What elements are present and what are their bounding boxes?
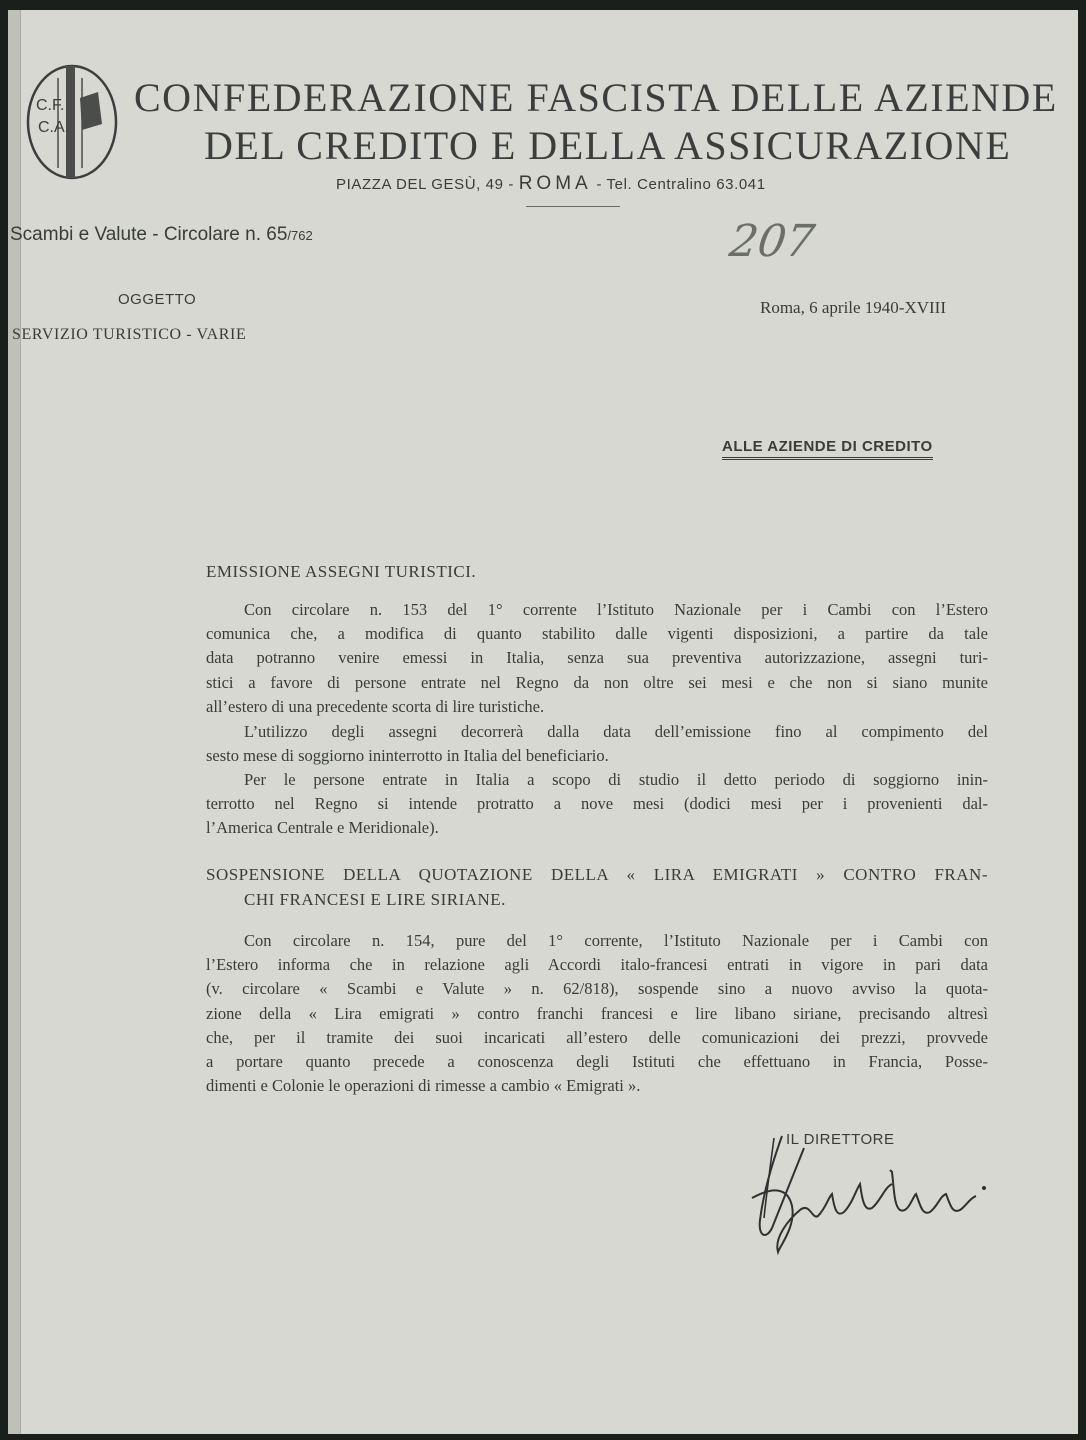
address-street: PIAZZA DEL GESÙ, 49 - [336,176,519,193]
section-1-paragraph-1 [206,598,988,719]
address-city: ROMA [518,173,592,194]
text-line: l’America Centrale e Meridionale). [206,818,439,838]
circular-reference-text: Scambi e Valute - Circolare n. 65 [10,224,288,245]
section-2-heading-line-2: CHI FRANCESI E LIRE SIRIANE. [244,890,506,909]
text-line: dimenti e Colonie le operazioni di rimesse a cambio « Emigrati ». [206,1076,641,1096]
text-line: che, per il tramite dei suoi incaricati all’estero delle comunicazioni dei prezzi, provvede [206,1027,988,1047]
handwritten-page-number: 207 [726,216,818,267]
circular-reference-suffix: /762 [287,228,313,243]
addressee: ALLE AZIENDE DI CREDITO [722,438,933,460]
signature-title: IL DIRETTORE [786,1131,895,1148]
text-line: sesto mese di soggiorno ininterrotto in Italia del beneficiario. [206,746,609,766]
letter-date: Roma, 6 aprile 1940-XVIII [760,298,947,317]
letterhead-title-line-1: CONFEDERAZIONE FASCISTA DELLE AZIENDE [134,75,1058,120]
letterhead-address [336,173,766,195]
address-phone: - Tel. Centralino 63.041 [591,176,766,193]
text-line: L’utilizzo degli assegni decorrerà dalla data dell’emissione fino al compimento del [244,722,988,741]
document-page [8,10,1078,1434]
subject-text: SERVIZIO TURISTICO - VARIE [12,326,247,343]
letterhead-title-line-2: DEL CREDITO E DELLA ASSICURAZIONE [204,123,1012,168]
section-1-paragraph-3 [206,768,988,841]
section-1-heading: EMISSIONE ASSEGNI TURISTICI. [206,562,477,581]
text-line: Con circolare n. 153 del 1° corrente l’Istituto Nazionale per i Cambi con l’Estero [244,600,988,619]
svg-text:C.A.: C.A. [38,119,70,136]
organization-logo [20,58,120,186]
section-2-paragraph [206,929,988,1098]
text-line: Per le persone entrate in Italia a scopo di studio il detto periodo di soggiorno inin- [244,770,988,789]
text-line: zione della « Lira emigrati » contro franchi francesi e lire libano siriane, precisando altresì [206,1003,988,1023]
text-line: Con circolare n. 154, pure del 1° corrente, l’Istituto Nazionale per i Cambi con [244,931,988,950]
text-line: a portare quanto precede a conoscenza degli Istituti che effettuano in Francia, Posse- [206,1051,988,1071]
text-line: terrotto nel Regno si intende protratto a nove mesi (dodici mesi per i provenienti dal- [206,794,988,814]
letterhead-divider [526,206,620,207]
text-line: l’Estero informa che in relazione agli Accordi italo-francesi entrati in vigore in pari data [206,955,988,975]
subject-label: OGGETTO [118,291,197,308]
text-line: all’estero di una precedente scorta di lire turistiche. [206,696,545,716]
text-line: stici a favore di persone entrate nel Regno da non oltre sei mesi e che non si siano munite [206,672,988,692]
text-line: (v. circolare « Scambi e Valute » n. 62/818), sospende sino a nuovo avviso la quota- [206,979,988,999]
section-2-heading-line-1: SOSPENSIONE DELLA QUOTAZIONE DELLA « LIRA EMIGRATI » CONTRO FRAN- [206,865,988,884]
svg-text:C.F.: C.F. [36,97,65,114]
handwritten-signature [744,1128,992,1256]
text-line: data potranno venire emessi in Italia, senza sua preventiva autorizzazione, assegni turi- [206,648,988,668]
section-1-paragraph-2 [206,720,988,768]
circular-reference [10,224,313,246]
text-line: comunica che, a modifica di quanto stabilito dalle vigenti disposizioni, a partire da tale [206,624,988,644]
